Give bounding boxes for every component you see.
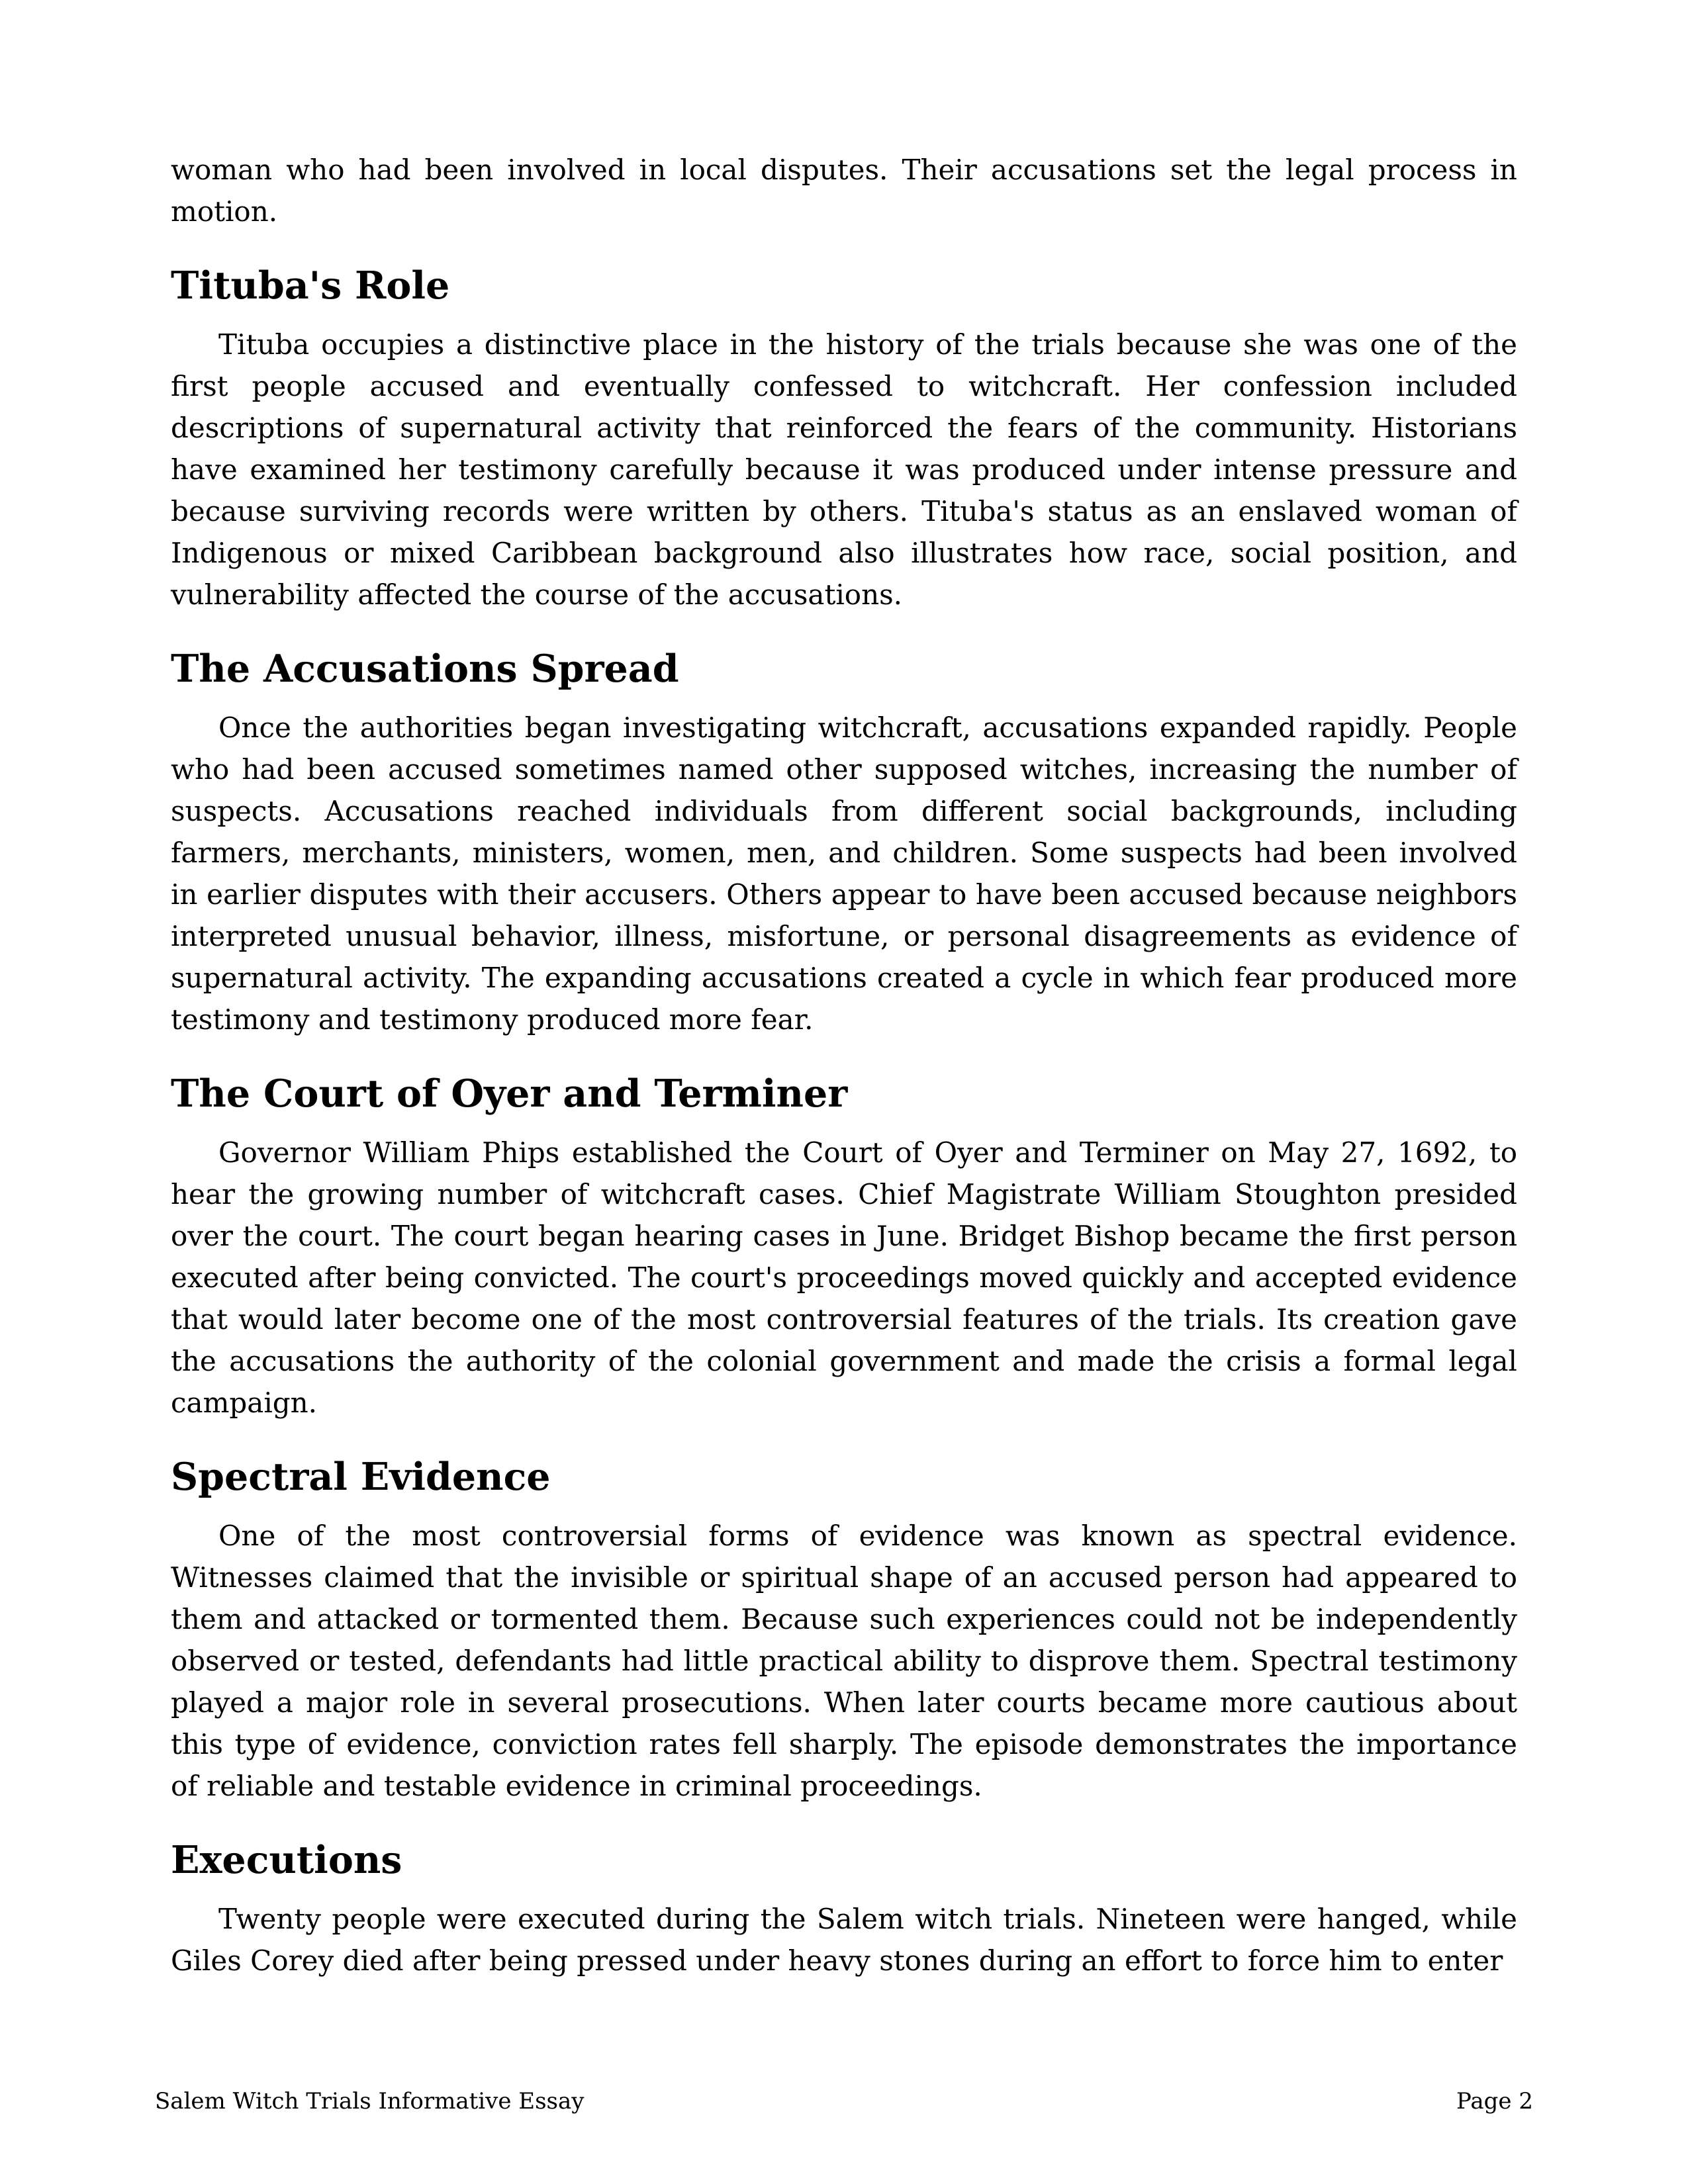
section-paragraph-court-oyer-terminer: Governor William Phips established the Court of Oyer and Terminer on May 27, 1692, to hear the growing number of witchcraft cases. Chief Magistrate William Stoughton presided over the court. The court began hearing cases in June. Bridget Bishop became the first person executed after being convicted. The court's proceedings moved quickly and accepted evidence that would later become one of the most controversial features of the trials. Its creation gave the accusations the authority of the colonial government and made the crisis a formal legal campaign.: [171, 1136, 1517, 1419]
footer-page-number: Page 2: [1456, 2088, 1533, 2115]
document-body: [171, 149, 1517, 1981]
section-heading-accusations-spread: The Accusations Spread: [171, 647, 679, 691]
footer-title: Salem Witch Trials Informative Essay: [155, 2088, 585, 2115]
section-paragraph-titubas-role: Tituba occupies a distinctive place in the history of the trials because she was one of the first people accused and eventually confessed to witchcraft. Her confession included descriptions of supernatural activity that reinforced the fears of the community. Historians have examined her testimony carefully because it was produced under intense pressure and because surviving records were written by others. Tituba's status as an enslaved woman of Indigenous or mixed Caribbean background also illustrates how race, social position, and vulnerability affected the course of the accusations.: [171, 328, 1517, 611]
section-paragraph-executions: Twenty people were executed during the Salem witch trials. Nineteen were hanged, while Giles Corey died after being pressed under heavy stones during an effort to force him to enter: [171, 1903, 1517, 1977]
section-heading-spectral-evidence: Spectral Evidence: [171, 1455, 551, 1499]
section-heading-titubas-role: Tituba's Role: [171, 263, 450, 308]
section-paragraph-accusations-spread: Once the authorities began investigating witchcraft, accusations expanded rapidly. People who had been accused sometimes named other supposed witches, increasing the number of suspects. Accusations reached individuals from different social backgrounds, including farmers, merchants, ministers, women, men, and children. Some suspects had been involved in earlier disputes with their accusers. Others appear to have been accused because neighbors interpreted unusual behavior, illness, misfortune, or personal disagreements as evidence of supernatural activity. The expanding accusations created a cycle in which fear produced more testimony and testimony produced more fear.: [171, 711, 1517, 1036]
section-heading-court-oyer-terminer: The Court of Oyer and Terminer: [171, 1071, 848, 1116]
continuation-paragraph: woman who had been involved in local disputes. Their accusations set the legal process in motion.: [171, 154, 1517, 228]
section-paragraph-spectral-evidence: One of the most controversial forms of evidence was known as spectral evidence. Witnesses claimed that the invisible or spiritual shape of an accused person had appeared to them and attacked or tormented them. Because such experiences could not be independently observed or tested, defendants had little practical ability to disprove them. Spectral testimony played a major role in several prosecutions. When later courts became more cautious about this type of evidence, conviction rates fell sharply. The episode demonstrates the importance of reliable and testable evidence in criminal proceedings.: [171, 1520, 1517, 1802]
section-heading-executions: Executions: [171, 1838, 402, 1882]
